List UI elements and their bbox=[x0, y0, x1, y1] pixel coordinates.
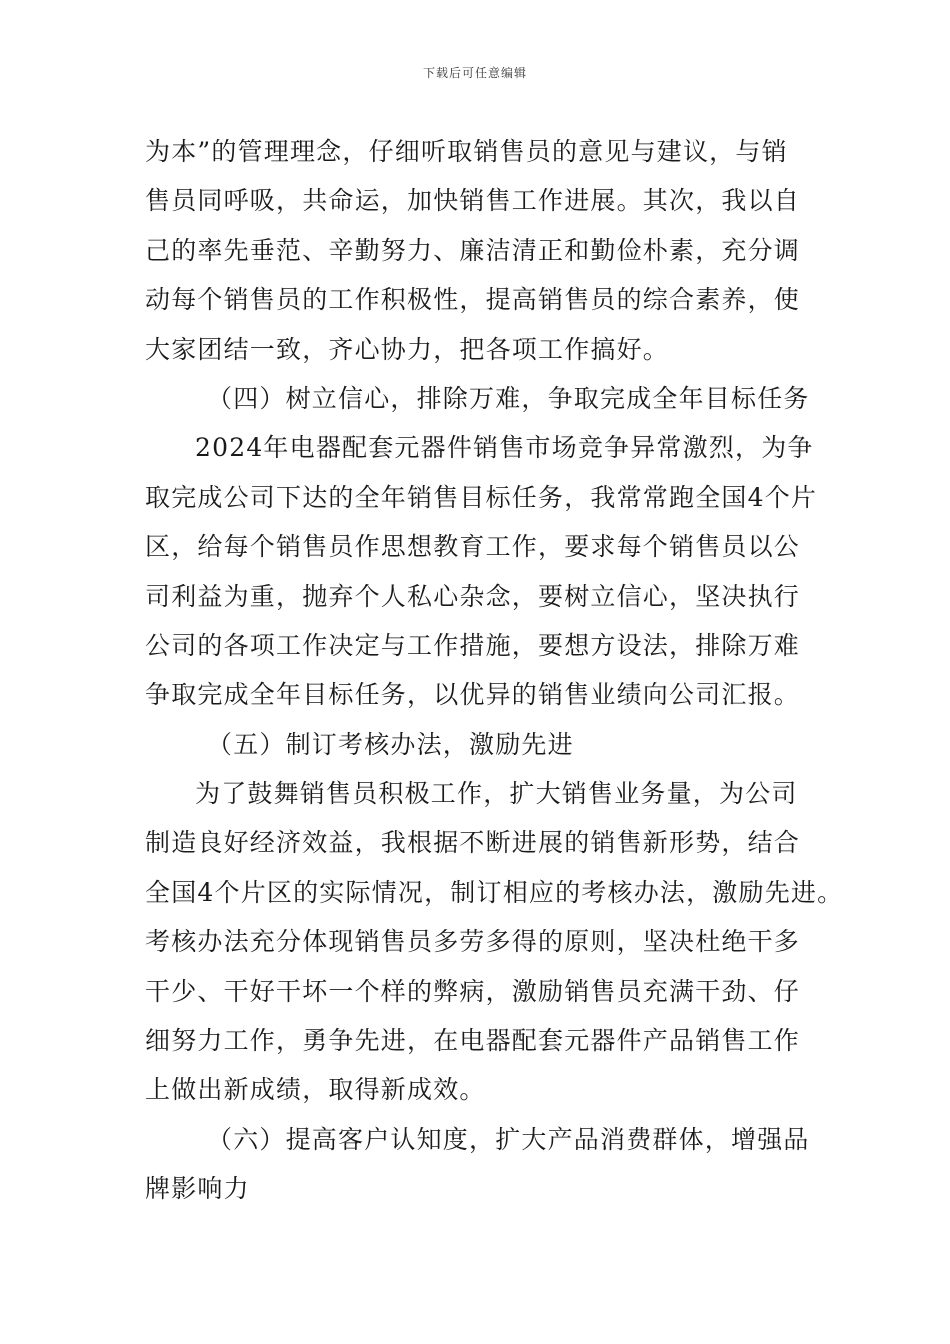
text-line: 争取完成全年目标任务，以优异的销售业绩向公司汇报。 bbox=[145, 680, 801, 710]
text-line: 己的率先垂范、辛勤努力、廉洁清正和勤俭朴素，充分调 bbox=[145, 235, 801, 265]
page-header: 下载后可任意编辑 bbox=[422, 66, 527, 80]
text-line: 动每个销售员的工作积极性，提高销售员的综合素养，使 bbox=[145, 285, 801, 315]
text-line: 为了鼓舞销售员积极工作，扩大销售业务量，为公司 bbox=[195, 779, 798, 809]
text-line: 牌影响力 bbox=[145, 1174, 250, 1204]
section-heading-4: （四）树立信心，排除万难，争取完成全年目标任务 bbox=[207, 383, 810, 413]
text-line: 大家团结一致，齐心协力，把各项工作搞好。 bbox=[145, 334, 670, 364]
text-line: 2024年电器配套元器件销售市场竞争异常激烈，为争 bbox=[195, 433, 814, 463]
text-line: 区，给每个销售员作思想教育工作，要求每个销售员以公 bbox=[145, 532, 801, 562]
document-body bbox=[145, 127, 844, 1214]
text-line: 为本”的管理理念，仔细听取销售员的意见与建议，与销 bbox=[145, 137, 788, 166]
text-line: 干少、干好干坏一个样的弊病，激励销售员充满干劲、仔 bbox=[145, 976, 801, 1006]
text-line: 制造良好经济效益，我根据不断进展的销售新形势，结合 bbox=[145, 828, 801, 858]
text-line: 售员同呼吸，共命运，加快销售工作进展。其次，我以自 bbox=[145, 186, 801, 216]
section-heading-6: （六）提高客户认知度，扩大产品消费群体，增强品 bbox=[207, 1124, 810, 1154]
text-line: 取完成公司下达的全年销售目标任务，我常常跑全国4个片 bbox=[145, 482, 818, 512]
text-line: 细努力工作，勇争先进，在电器配套元器件产品销售工作 bbox=[145, 1026, 801, 1056]
text-line: 公司的各项工作决定与工作措施，要想方设法，排除万难 bbox=[145, 630, 801, 660]
text-line: 司利益为重，抛弃个人私心杂念，要树立信心，坚决执行 bbox=[145, 581, 801, 611]
text-line: 上做出新成绩，取得新成效。 bbox=[145, 1075, 486, 1105]
section-heading-5: （五）制订考核办法，激励先进 bbox=[207, 729, 574, 759]
text-line: 考核办法充分体现销售员多劳多得的原则，坚决杜绝干多 bbox=[145, 927, 801, 957]
text-line: 全国4个片区的实际情况，制订相应的考核办法，激励先进。 bbox=[145, 877, 844, 907]
